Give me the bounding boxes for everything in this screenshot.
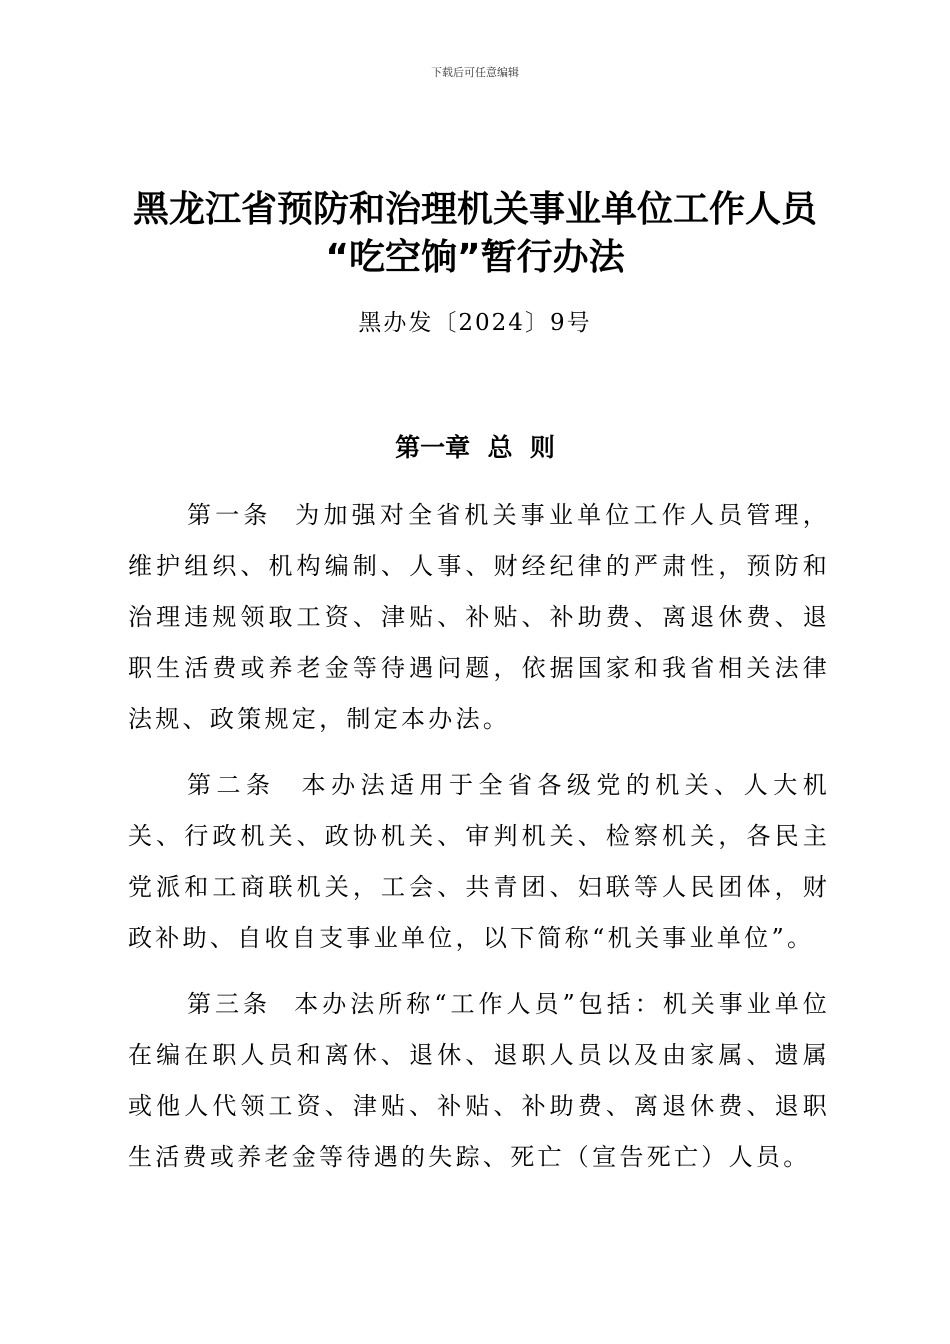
article-2-text: 本办法适用于全省各级党的机关、人大机关、行政机关、政协机关、审判机关、检察机关，各民主党派和工商联机关，工会、共青团、妇联等人民团体，财政补助、自收自支事业单位，以下简称“机关事业单位”。 [128,771,830,952]
article-3 [128,979,830,1183]
article-1-text: 为加强对全省机关事业单位工作人员管理，维护组织、机构编制、人事、财经纪律的严肃性，预防和治理违规领取工资、津贴、补贴、补助费、离退休费、退职生活费或养老金等待遇问题，依据国家和我省相关法律法规、政策规定，制定本办法。 [128,501,830,733]
article-1-label: 第一条 [187,501,296,529]
article-1 [128,490,830,745]
document-number: 黑办发〔2024〕9号 [358,310,592,336]
title-line-1: 黑龙江省预防和治理机关事业单位工作人员 [132,189,817,230]
chapter-heading: 第一章 总 则 [395,433,555,462]
article-2-label: 第二条 [187,771,302,799]
article-2 [128,760,830,964]
article-3-text: 本办法所称“工作人员”包括：机关事业单位在编在职人员和离休、退休、退职人员以及由家属、遗属或他人代领工资、津贴、补贴、补助费、离退休费、退职生活费或养老金等待遇的失踪、死亡（宣告死亡）人员。 [128,990,830,1171]
title-line-2: “吃空饷”暂行办法 [325,237,625,278]
article-list [128,490,830,1198]
header-watermark: 下载后可任意编辑 [431,66,519,79]
article-3-label: 第三条 [187,990,295,1018]
document-title [100,186,850,282]
